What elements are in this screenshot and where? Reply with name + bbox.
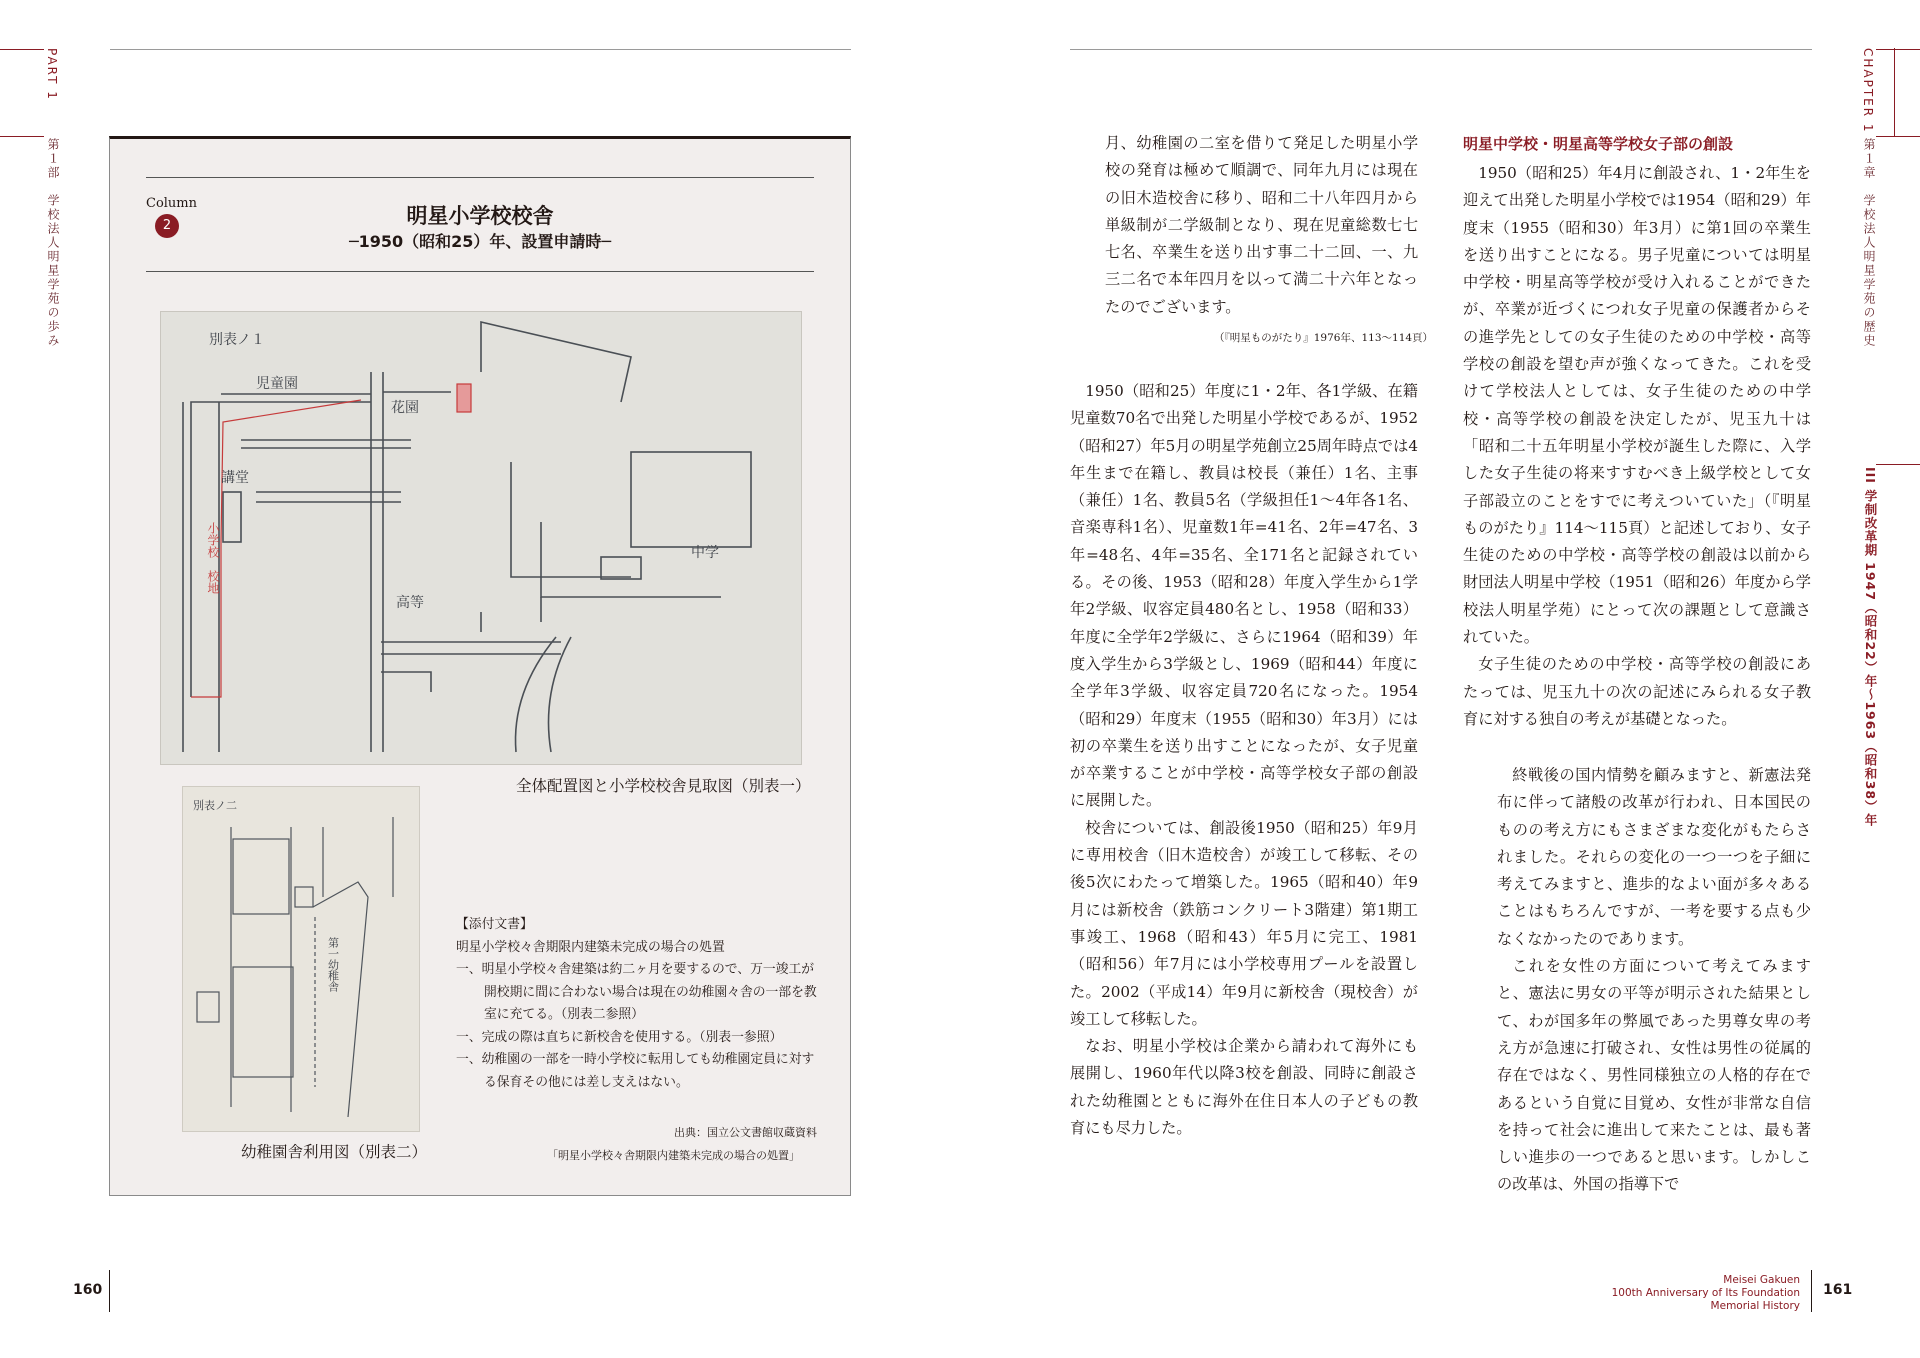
right-quote bbox=[1497, 762, 1811, 1199]
svg-text:花園: 花園 bbox=[391, 400, 419, 416]
site-plan-drawing bbox=[161, 312, 801, 764]
running-head-part: PART 1 bbox=[45, 48, 59, 101]
attachment-item-1: 一、明星小学校々舎建築は約二ヶ月を要するので、万一竣工が開校期に間に合わない場合は現在の幼稚園々舎の一部を教室に充てる。（別表二参照） bbox=[456, 962, 817, 1022]
middle-para-2: 校舎については、創設後1950（昭和25）年9月に専用校舎（旧木造校舎）が竣工して移転、その後5次にわたって増築した。1965（昭和40）年9月には新校舎（鉄筋コンクリート3階建）第1期工事竣工、1968（昭和43）年5月に完工、1981（昭和56）年7月には小学校専用プールを設置した。2002（平成14）年9月に新校舎（現校舎）が竣工して移転した。 bbox=[1070, 818, 1418, 1028]
kindergarten-plan-drawing bbox=[183, 787, 419, 1131]
middle-quote-source: （『明星ものがたり』1976年、113〜114頁） bbox=[1214, 332, 1434, 344]
attached-document bbox=[456, 914, 826, 1094]
margin-divider-left bbox=[0, 136, 44, 137]
section-heading: 明星中学校・明星高等学校女子部の創設 bbox=[1463, 135, 1734, 153]
right-para-2: 女子生徒のための中学校・高等学校の創設にあたっては、児玉九十の次の記述にみられる女子教育に対する独自の考えが基礎となった。 bbox=[1463, 655, 1811, 728]
middle-para-1: 1950（昭和25）年度に1・2年、各1学級、在籍児童数70名で出発した明星小学校であるが、1952（昭和27）年5月の明星学苑創立25周年時点では4年生まで在籍し、教員は校長（兼任）1名、主事（兼任）1名、教員5名（学級担任1〜4年各1名、音楽専科1名）、児童数1年=41名、2年=47名、3年=48名、4年=35名、全171名と記録されている。その後、1953（昭和28）年度入学生から1学年2学級、収容定員480名とし、1958（昭和33）年度に全学年2学級に、さらに1964（昭和39）年度入学生から3学級とし、1969（昭和44）年度に全学年3学級、収容定員720名になった。1954（昭和29）年度末（1955（昭和30）年3月）には初の卒業生を送り出すことになったが、女子児童が卒業することが中学校・高等学校女子部の創設に展開した。 bbox=[1070, 382, 1418, 810]
running-head-part-jp: 第１部 学校法人明星学苑の歩み bbox=[46, 138, 60, 348]
right-quote-para-2: これを女性の方面について考えてみますと、憲法に男女の平等が明示された結果として、わが国多年の弊風であった男尊女卑の考え方が急速に打破され、女性は男性の従属的存在ではなく、男性同様独立の人格的存在であるという自覚に目覚め、女性が非常な自信を持って社会に進出して来たことは、最も著しい進歩の一つであると思います。しかしこの改革は、外国の指導下で bbox=[1497, 957, 1811, 1194]
svg-text:児童園: 児童園 bbox=[256, 376, 298, 392]
page-number-right: 161 bbox=[1823, 1282, 1853, 1298]
margin-rule-left bbox=[0, 49, 44, 50]
svg-text:中学: 中学 bbox=[691, 545, 719, 561]
right-body bbox=[1463, 160, 1811, 733]
svg-text:小学校 校地: 小学校 校地 bbox=[206, 522, 220, 594]
right-para-1: 1950（昭和25）年4月に創設され、1・2年生を迎えて出発した明星小学校では1954（昭和29）年度末（1955（昭和30）年3月）に第1回の卒業生を送り出すことになる。男子児童については明星中学校・明星高等学校が受け入れることができたが、卒業が近づくにつれ女子児童の保護者からその進学先としての女子生徒のための中学校・高等学校の創設を望む声が強くなってきた。これを受けて学校法人としては、女子生徒のための中学校・高等学校の創設を決定したが、児玉九十は「昭和二十五年明星小学校が誕生した際に、入学した女子生徒の将来すすむべき上級学校として女子部設立のことをすでに考えついていた」（『明星ものがたり』114〜115頁）と記述しており、女子生徒のための中学校・高等学校の創設は以前から財団法人明星中学校（1951（昭和26）年度から学校法人明星学苑）にとって次の課題として意識されていた。 bbox=[1463, 164, 1811, 647]
attachment-source-line2: 「明星小学校々舎期限内建築未完成の場合の処置」 bbox=[547, 1149, 800, 1162]
top-rule-right bbox=[1070, 49, 1812, 50]
column-number-badge: 2 bbox=[155, 214, 179, 238]
middle-body bbox=[1070, 378, 1418, 1142]
figure2-caption: 幼稚園舎利用図（別表二） bbox=[241, 1143, 428, 1161]
attachment-source-line1: 出典：国立公文書館収蔵資料 bbox=[674, 1126, 817, 1139]
attachment-heading: 【添付文書】 bbox=[456, 917, 533, 932]
page-number-left: 160 bbox=[73, 1282, 103, 1298]
middle-quote: 月、幼稚園の二室を借りて発足した明星小学校の発育は極めて順調で、同年九月には現在の旧木造校舎に移り、昭和二十八年四月から単級制が二学級制となり、現在児童総数七七七名、卒業生を送り出す事二十二回、一、九三二名で本年四月を以って満二十六年となったのでございます。 bbox=[1105, 134, 1418, 316]
svg-text:講堂: 講堂 bbox=[221, 470, 249, 486]
column-subtitle: ─1950（昭和25）年、設置申請時─ bbox=[348, 232, 612, 251]
column-title: 明星小学校校舎 bbox=[406, 204, 554, 228]
site-plan-figure bbox=[160, 311, 802, 765]
figure1-caption: 全体配置図と小学校校舎見取図（別表一） bbox=[516, 777, 811, 795]
kindergarten-plan-figure bbox=[182, 786, 420, 1132]
page-number-divider-left bbox=[109, 1270, 110, 1312]
section-tab: III 学制改革期 1947（昭和22）年〜1963（昭和38）年 bbox=[1863, 467, 1878, 828]
chapter-accent-line bbox=[1894, 48, 1895, 136]
margin-divider-right bbox=[1876, 136, 1920, 137]
footer-title: Meisei Gakuen 100th Anniversary of Its Foundation Memorial History bbox=[1611, 1274, 1800, 1312]
top-rule-left bbox=[110, 49, 851, 50]
middle-para-3: なお、明星小学校は企業から請われて海外にも展開し、1960年代以降3校を創設、同時に創設された幼稚園とともに海外在住日本人の子どもの教育にも尽力した。 bbox=[1070, 1037, 1418, 1138]
svg-text:別表ノ１: 別表ノ１ bbox=[209, 332, 265, 348]
column-rule-top bbox=[146, 177, 814, 178]
column-label: Column bbox=[146, 196, 198, 211]
margin-rule-right bbox=[1876, 49, 1920, 50]
right-quote-para-1: 終戦後の国内情勢を顧みますと、新憲法発布に伴って諸般の改革が行われ、日本国民のものの考え方にもさまざまな変化がもたらされました。それらの変化の一つ一つを子細に考えてみますと、進歩的なよい面が多々あることはもちろんですが、一考を要する点も少なくなかったのであります。 bbox=[1497, 766, 1811, 948]
section-tab-divider bbox=[1876, 464, 1920, 465]
attachment-subject: 明星小学校々舎期限内建築未完成の場合の処置 bbox=[456, 939, 725, 955]
running-head-chapter: CHAPTER 1 bbox=[1861, 48, 1875, 134]
svg-text:第一幼稚舎: 第一幼稚舎 bbox=[326, 937, 340, 992]
column-rule-bottom bbox=[146, 271, 814, 272]
running-head-chapter-jp: 第１章 学校法人明星学苑の歴史 bbox=[1862, 138, 1876, 348]
page-number-divider-right bbox=[1811, 1270, 1812, 1312]
attachment-item-2: 一、完成の際は直ちに新校舎を使用する。（別表一参照） bbox=[456, 1029, 783, 1045]
svg-text:高等: 高等 bbox=[396, 595, 424, 611]
attachment-item-3: 一、幼稚園の一部を一時小学校に転用しても幼稚園定員に対する保育その他には差し支えはない。 bbox=[456, 1052, 815, 1090]
svg-text:別表ノ二: 別表ノ二 bbox=[193, 799, 237, 812]
